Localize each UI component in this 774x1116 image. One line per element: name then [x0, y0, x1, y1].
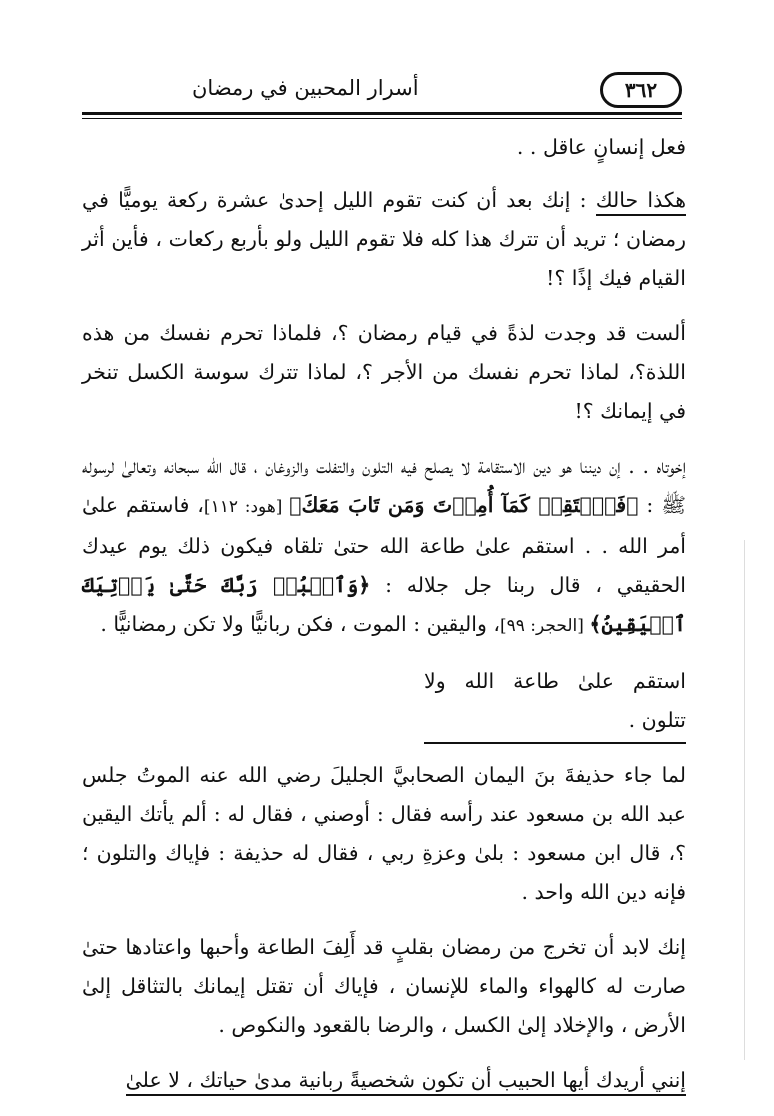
- paragraph-4-text-b: ، فاستقم علىٰ أمر الله . . استقم علىٰ طاعة الله حتىٰ تلقاه فيكون ذلك يوم عيدك الحقيقي ، قال ربنا جل جلاله :: [82, 493, 686, 597]
- page-number: ٣٦٢: [624, 78, 658, 102]
- paragraph-7-text: إنني أريدك أيها الحبيب أن تكون شخصيةً ربانية مدىٰ حياتك ، لا علىٰ: [126, 1068, 686, 1096]
- paragraph-2: [82, 181, 686, 298]
- paragraph-4-text-c: ، واليقين : الموت ، فكن ربانيًّا ولا تكن رمضانيًّا .: [100, 612, 500, 636]
- paragraph-3-text: ألست قد وجدت لذةً في قيام رمضان ؟، فلماذا تحرم نفسك من هذه اللذة؟، لماذا تحرم نفسك من الأجر ؟، لماذا تترك سوسة الكسل تنخر في إيمانك ؟!: [82, 321, 686, 423]
- paragraph-6-text: إنك لابد أن تخرج من رمضان بقلبٍ قد أَلِفَ الطاعة وأحبها واعتادها حتىٰ صارت له كالهواء والماء للإنسان ، فإياك أن تقتل إيمانك بالتثاقل إلىٰ الأرض ، والإخلاد إلىٰ الكسل ، والرضا بالقعود والنكوص .: [82, 935, 686, 1037]
- header-rule-thin: [82, 118, 682, 119]
- paragraph-1-text: فعل إنسانٍ عاقل . .: [516, 135, 686, 159]
- running-title: أسرار المحبين في رمضان: [192, 76, 419, 100]
- paragraph-5: [82, 756, 686, 912]
- paragraph-1: [82, 128, 686, 167]
- paragraph-5-text: لما جاء حذيفةَ بنَ اليمان الصحابيَّ الجليلَ رضي الله عنه الموتُ جلس عبد الله بن مسعود عند رأسه فقال : أوصني ، فقال له : ألم يأتك اليقين ؟، قال ابن مسعود : بلىٰ وعزةِ ربي ، فقال له حذيفة : فإياك والتلون ؛ فإنه دين الله واحد .: [82, 763, 686, 904]
- paragraph-3: [82, 314, 686, 431]
- paragraph-2-text: : إنك بعد أن كنت تقوم الليل إحدىٰ عشرة ركعة يوميًّا في رمضان ؛ تريد أن تترك هذا كله فلا تقوم الليل ولو بأربع ركعات ، فأين أثر القيام فيك إذًا ؟!: [82, 188, 686, 290]
- page-number-badge: [600, 72, 682, 108]
- paragraph-4-text-a: إخوتاه . . إن ديننا هو دين الاستقامة لا يصلح فيه التلون والتفلت والزوغان ، قال الله سبحانه وتعالىٰ لرسوله ﷺ :: [82, 454, 686, 517]
- quran-reference-1: [هود: ١١٢]: [203, 497, 290, 517]
- quran-quote-1: ﴿فَٱسۡتَقِمۡ كَمَآ أُمِرۡتَ وَمَن تَابَ مَعَكَ﴾: [289, 493, 639, 517]
- paragraph-7: [82, 1061, 686, 1100]
- paragraph-2-lead: هكذا حالك: [596, 188, 686, 216]
- quran-reference-2: [الحجر: ٩٩]: [500, 616, 590, 636]
- page-edge-line: [744, 540, 745, 1060]
- quran-quote-2: ﴿وَٱعۡبُدۡ رَبَّكَ حَتَّىٰ يَأۡتِيَكَ ٱلۡيَقِينُ﴾: [82, 573, 686, 636]
- paragraph-4: [82, 447, 686, 646]
- paragraph-6: [82, 928, 686, 1045]
- header-rule-thick: [82, 112, 682, 115]
- section-heading-text: استقم علىٰ طاعة الله ولا تتلون .: [424, 669, 686, 732]
- page-header: [82, 70, 682, 116]
- section-heading: [424, 662, 686, 744]
- body-text: [82, 128, 686, 1116]
